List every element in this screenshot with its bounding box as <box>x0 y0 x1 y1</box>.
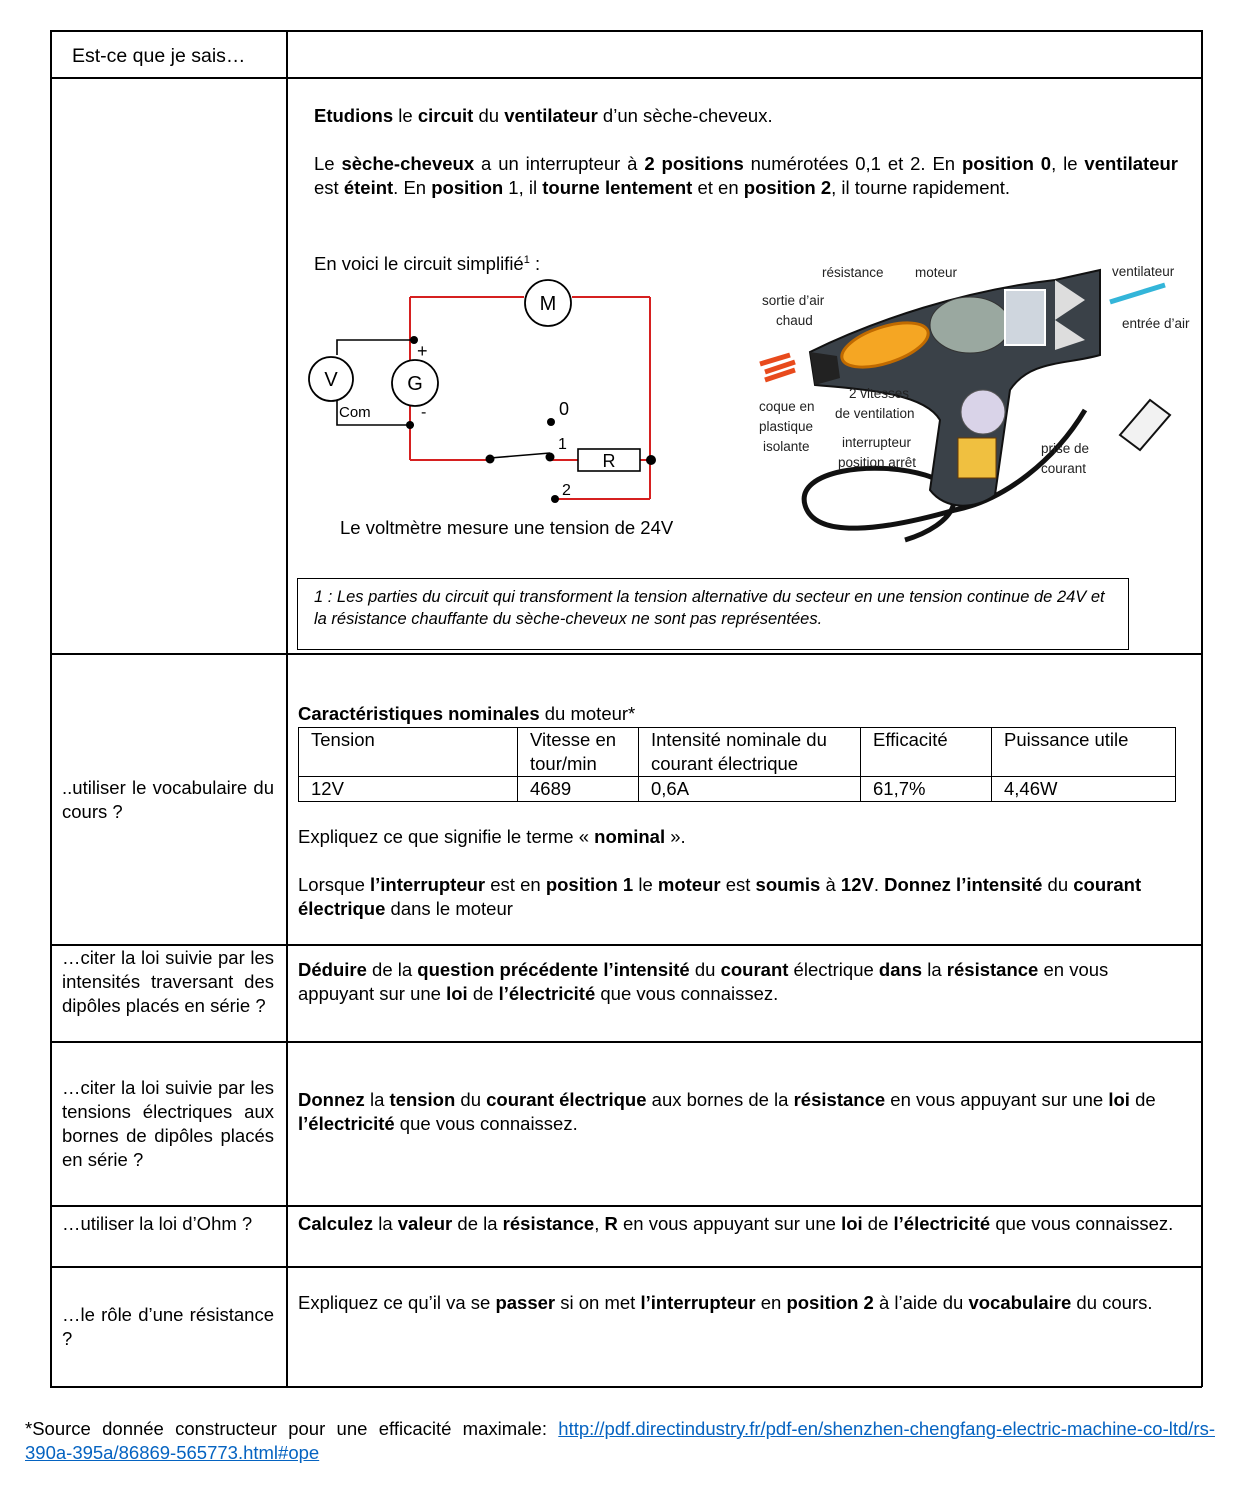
row-ohm-task: Calculez la valeur de la résistance, R en vous appuyant sur une loi de l’électricité que vous connaissez. <box>298 1213 1174 1234</box>
hot-air-arrows <box>760 355 795 380</box>
com-label: Com <box>339 404 371 421</box>
table-border-left <box>50 30 52 1387</box>
plus-label: + <box>417 341 428 361</box>
row-serie-tension-question: …citer la loi suivie par les tensions électriques aux bornes de dipôles placés en série ? <box>62 1077 274 1170</box>
specs-header-cell: Intensité nominale du courant électrique <box>639 728 861 777</box>
intro-paragraph-3: En voici le circuit simplifié$^1$ : <box>314 253 541 275</box>
position-2-label: 2 <box>562 482 571 499</box>
row-serie-intensite-task: Déduire de la question précédente l’intensité du courant électrique dans la résistance en vous appuyant sur une loi de l’électricité que vous connaissez. <box>298 959 1109 1004</box>
row-role-task: Expliquez ce qu’il va se passer si on met l’interrupteur en position 2 à l’aide du vocabulaire du cours. <box>298 1292 1153 1313</box>
fan-housing <box>1005 290 1045 345</box>
table-border-right <box>1201 30 1203 1387</box>
label-coque-2: plastique <box>759 419 814 434</box>
circuit-diagram <box>300 275 680 515</box>
table-border-top <box>50 30 1202 32</box>
label-coque-1: coque en <box>759 399 815 414</box>
specs-value-cell: 4689 <box>518 777 639 802</box>
table-border-bottom <box>50 1386 1202 1388</box>
row-serie-tension-task: Donnez la tension du courant électrique aux bornes de la résistance en vous appuyant sur une loi de l’électricité que vous connaissez. <box>298 1089 1156 1134</box>
specs-header-cell: Vitesse en tour/min <box>518 728 639 777</box>
specs-header-cell: Tension <box>299 728 518 777</box>
minus-label: - <box>421 404 427 421</box>
motor-specs-table <box>298 727 1176 802</box>
resistor-label: R <box>602 451 616 471</box>
specs-value-cell: 12V <box>299 777 518 802</box>
specs-value-cell: 61,7% <box>861 777 992 802</box>
table-border-row4 <box>50 1041 1202 1043</box>
row-vocab-question: ..utiliser le vocabulaire du cours ? <box>62 777 274 822</box>
hair-dryer-illustration <box>755 260 1195 555</box>
source-link[interactable]: http://pdf.directindustry.fr/pdf-en/shenzhen-chengfang-electric-machine-co-ltd/rs-390a-395a/86869-565773.html#ope <box>25 1418 1215 1463</box>
motor-part <box>930 297 1010 353</box>
label-prise-1: prise de <box>1041 441 1090 456</box>
label-ventilateur: ventilateur <box>1112 264 1175 279</box>
table-border-row6 <box>50 1266 1202 1268</box>
intro-paragraph-1: Etudions le circuit du ventilateur d’un sèche-cheveux. <box>314 105 773 126</box>
circuit-footnote: 1 : Les parties du circuit qui transforment la tension alternative du secteur en une tension continue de 24V et la résistance chauffante du sèche-cheveux ne sont pas représentées. <box>297 578 1129 650</box>
question-nominal: Expliquez ce que signifie le terme « nominal ». <box>298 826 686 847</box>
switch-part <box>958 438 996 478</box>
label-vitesses-1: 2 vitesses <box>849 386 910 401</box>
label-inter-1: interrupteur <box>842 435 912 450</box>
label-inter-2: position arrêt <box>838 455 917 470</box>
plug <box>1120 400 1170 450</box>
label-vitesses-2: de ventilation <box>835 406 915 421</box>
table-border-row5 <box>50 1205 1202 1207</box>
specs-caption: Caractéristiques nominales du moteur* <box>298 703 636 724</box>
motor-label: M <box>539 293 557 315</box>
row-ohm-question: …utiliser la loi d’Ohm ? <box>62 1213 253 1234</box>
label-sortie-2: chaud <box>776 313 813 328</box>
table-border-header <box>50 77 1202 79</box>
label-moteur: moteur <box>915 265 958 280</box>
label-sortie-1: sortie d’air <box>762 293 825 308</box>
specs-header-cell: Efficacité <box>861 728 992 777</box>
position-1-label: 1 <box>558 436 567 453</box>
voltmeter-label: V <box>324 369 338 391</box>
speed-selector <box>961 390 1005 434</box>
question-intensite-moteur: Lorsque l’interrupteur est en position 1 le moteur est soumis à 12V. Donnez l’intensité du courant électrique dans le moteur <box>298 874 1142 919</box>
label-resistance: résistance <box>822 265 884 280</box>
intro-paragraph-2: Le sèche-cheveux a un interrupteur à 2 positions numérotées 0,1 et 2. En position 0, le ventilateur est éteint. En position 1, il tourne lentement et en position 2, il tourne rapidement. <box>314 153 1178 198</box>
specs-header-row <box>299 728 1176 777</box>
table-border-mid <box>286 30 288 1387</box>
specs-value-cell: 0,6A <box>639 777 861 802</box>
row-role-question: …le rôle d’une résistance ? <box>62 1304 274 1349</box>
label-coque-3: isolante <box>763 439 810 454</box>
intake-arrow <box>1110 285 1165 302</box>
specs-value-cell: 4,46W <box>992 777 1176 802</box>
label-prise-2: courant <box>1041 461 1087 476</box>
header-title: Est-ce que je sais… <box>72 45 246 67</box>
row-serie-intensite-question: …citer la loi suivie par les intensités traversant des dipôles placés en série ? <box>62 947 274 1016</box>
label-entree: entrée d’air <box>1122 316 1190 331</box>
position-0-label: 0 <box>559 399 570 419</box>
generator-label: G <box>407 373 423 395</box>
table-border-row2 <box>50 653 1202 655</box>
specs-header-cell: Puissance utile <box>992 728 1176 777</box>
specs-value-row <box>299 777 1176 802</box>
footer-source: *Source donnée constructeur pour une efficacité maximale: http://pdf.directindustry.fr/pdf-en/shenzhen-chengfang-electric-machine-co-ltd/rs-390a-395a/86869-565773.html#ope <box>25 1418 1215 1463</box>
circuit-caption: Le voltmètre mesure une tension de 24V <box>340 517 674 538</box>
